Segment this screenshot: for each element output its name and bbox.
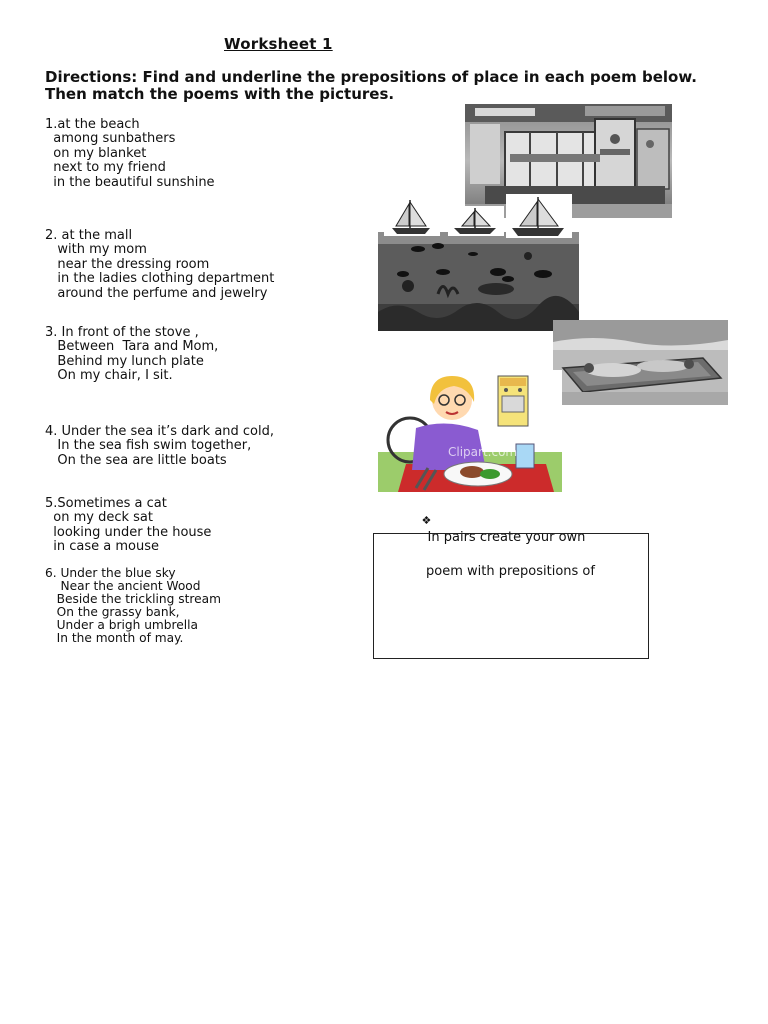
- boat-icon: [448, 206, 504, 236]
- task-line-2: poem with prepositions of: [426, 564, 595, 579]
- boat-icon: [384, 198, 440, 236]
- poem-line: around the perfume and jewelry: [45, 285, 268, 301]
- poem-4: [45, 425, 274, 468]
- poem-line: Behind my lunch plate: [45, 353, 204, 369]
- poem-6: [45, 567, 221, 645]
- poem-line: 4. Under the sea it’s dark and cold,: [45, 424, 275, 439]
- poem-line: 6. Under the blue sky: [45, 566, 176, 580]
- poem-2: [45, 229, 274, 301]
- poem-line: in the ladies clothing department: [45, 271, 275, 287]
- poem-line: Between Tara and Mom,: [45, 339, 219, 355]
- poem-5: [45, 497, 211, 555]
- poem-line: On my chair, I sit.: [45, 368, 173, 384]
- worksheet-title: Worksheet 1: [224, 35, 333, 53]
- poem-line: On the grassy bank,: [45, 605, 180, 619]
- poem-line: next to my friend: [45, 160, 166, 176]
- directions-line-2: Then match the poems with the pictures.: [45, 85, 395, 103]
- clipart-watermark: Clipart.com: [448, 445, 518, 459]
- poem-3: [45, 326, 218, 384]
- boat-icon: [506, 194, 572, 238]
- poem-line: Beside the trickling stream: [45, 592, 221, 606]
- diamond-bullet-icon: ❖: [421, 514, 432, 527]
- poem-line: 3. In front of the stove ,: [45, 325, 199, 340]
- poem-line: In the sea fish swim together,: [45, 438, 252, 454]
- directions-line-1: Directions: Find and underline the prepositions of place in each poem below.: [45, 68, 697, 86]
- poem-line: 2. at the mall: [45, 228, 133, 243]
- beach-raft-photo: [553, 320, 728, 405]
- poem-1: [45, 118, 215, 190]
- poem-line: on my deck sat: [45, 510, 153, 526]
- lunch-table-picture: [378, 370, 562, 492]
- poem-line: near the dressing room: [45, 256, 210, 272]
- poem-line: among sunbathers: [45, 131, 176, 147]
- stove-icon: [498, 376, 528, 426]
- poem-line: 5.Sometimes a cat: [45, 496, 167, 511]
- poem-line: Near the ancient Wood: [45, 579, 201, 593]
- directions: [45, 69, 735, 103]
- poem-line: On the sea are little boats: [45, 452, 227, 468]
- poem-line: In the month of may.: [45, 631, 184, 645]
- poem-line: with my mom: [45, 242, 147, 258]
- task-line-1: In pairs create your own: [427, 530, 586, 545]
- poem-answer-box[interactable]: [373, 533, 649, 659]
- poem-line: in case a mouse: [45, 539, 159, 555]
- poem-line: Under a brigh umbrella: [45, 618, 199, 632]
- poem-line: looking under the house: [45, 524, 212, 540]
- poem-line: in the beautiful sunshine: [45, 174, 215, 190]
- sea-scene-picture: [378, 194, 579, 331]
- poem-line: on my blanket: [45, 145, 147, 161]
- poem-line: 1.at the beach: [45, 117, 140, 132]
